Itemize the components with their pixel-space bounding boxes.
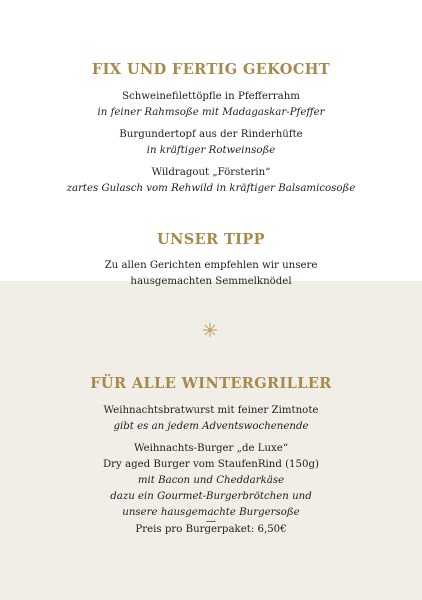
dash-separator: — <box>205 516 217 527</box>
dish-name: Wildragout „Försterin“ <box>151 167 271 178</box>
dish-description: unsere hausgemachte Burgersoße <box>122 507 300 518</box>
dish-description: in feiner Rahmsoße mit Madagaskar-Pfeffer <box>97 107 325 118</box>
price-line: Preis pro Burgerpaket: 6,50€ <box>135 524 287 535</box>
dish-description: dazu ein Gourmet-Burgerbrötchen und <box>110 491 312 502</box>
dish-description: mit Bacon und Cheddarkäse <box>137 475 285 486</box>
dish-description: zartes Gulasch vom Rehwild in kräftiger Balsamicosoße <box>66 183 356 194</box>
section-heading-fix-und-fertig: FIX UND FERTIG GEKOCHT <box>91 61 331 78</box>
dish-name: Schweinefilettöpfle in Pfefferrahm <box>122 91 300 102</box>
star-ornament-icon <box>202 322 218 338</box>
dish-name: Weihnachts-Burger „de Luxe“ <box>133 443 289 454</box>
tip-text-line: hausgemachten Semmelknödel <box>130 276 292 287</box>
dish-name: Weihnachtsbratwurst mit feiner Zimtnote <box>103 405 319 416</box>
dish-name: Burgundertopf aus der Rinderhüfte <box>119 129 303 140</box>
dish-description: in kräftiger Rotweinsoße <box>146 145 276 156</box>
section-heading-unser-tipp: UNSER TIPP <box>157 231 265 248</box>
tip-text-line: Zu allen Gerichten empfehlen wir unsere <box>104 260 318 271</box>
dish-subtitle: Dry aged Burger vom StaufenRind (150g) <box>102 459 319 470</box>
section-heading-fuer-alle-wintergriller: FÜR ALLE WINTERGRILLER <box>90 375 332 392</box>
dish-description: gibt es an jedem Adventswochenende <box>113 421 309 432</box>
